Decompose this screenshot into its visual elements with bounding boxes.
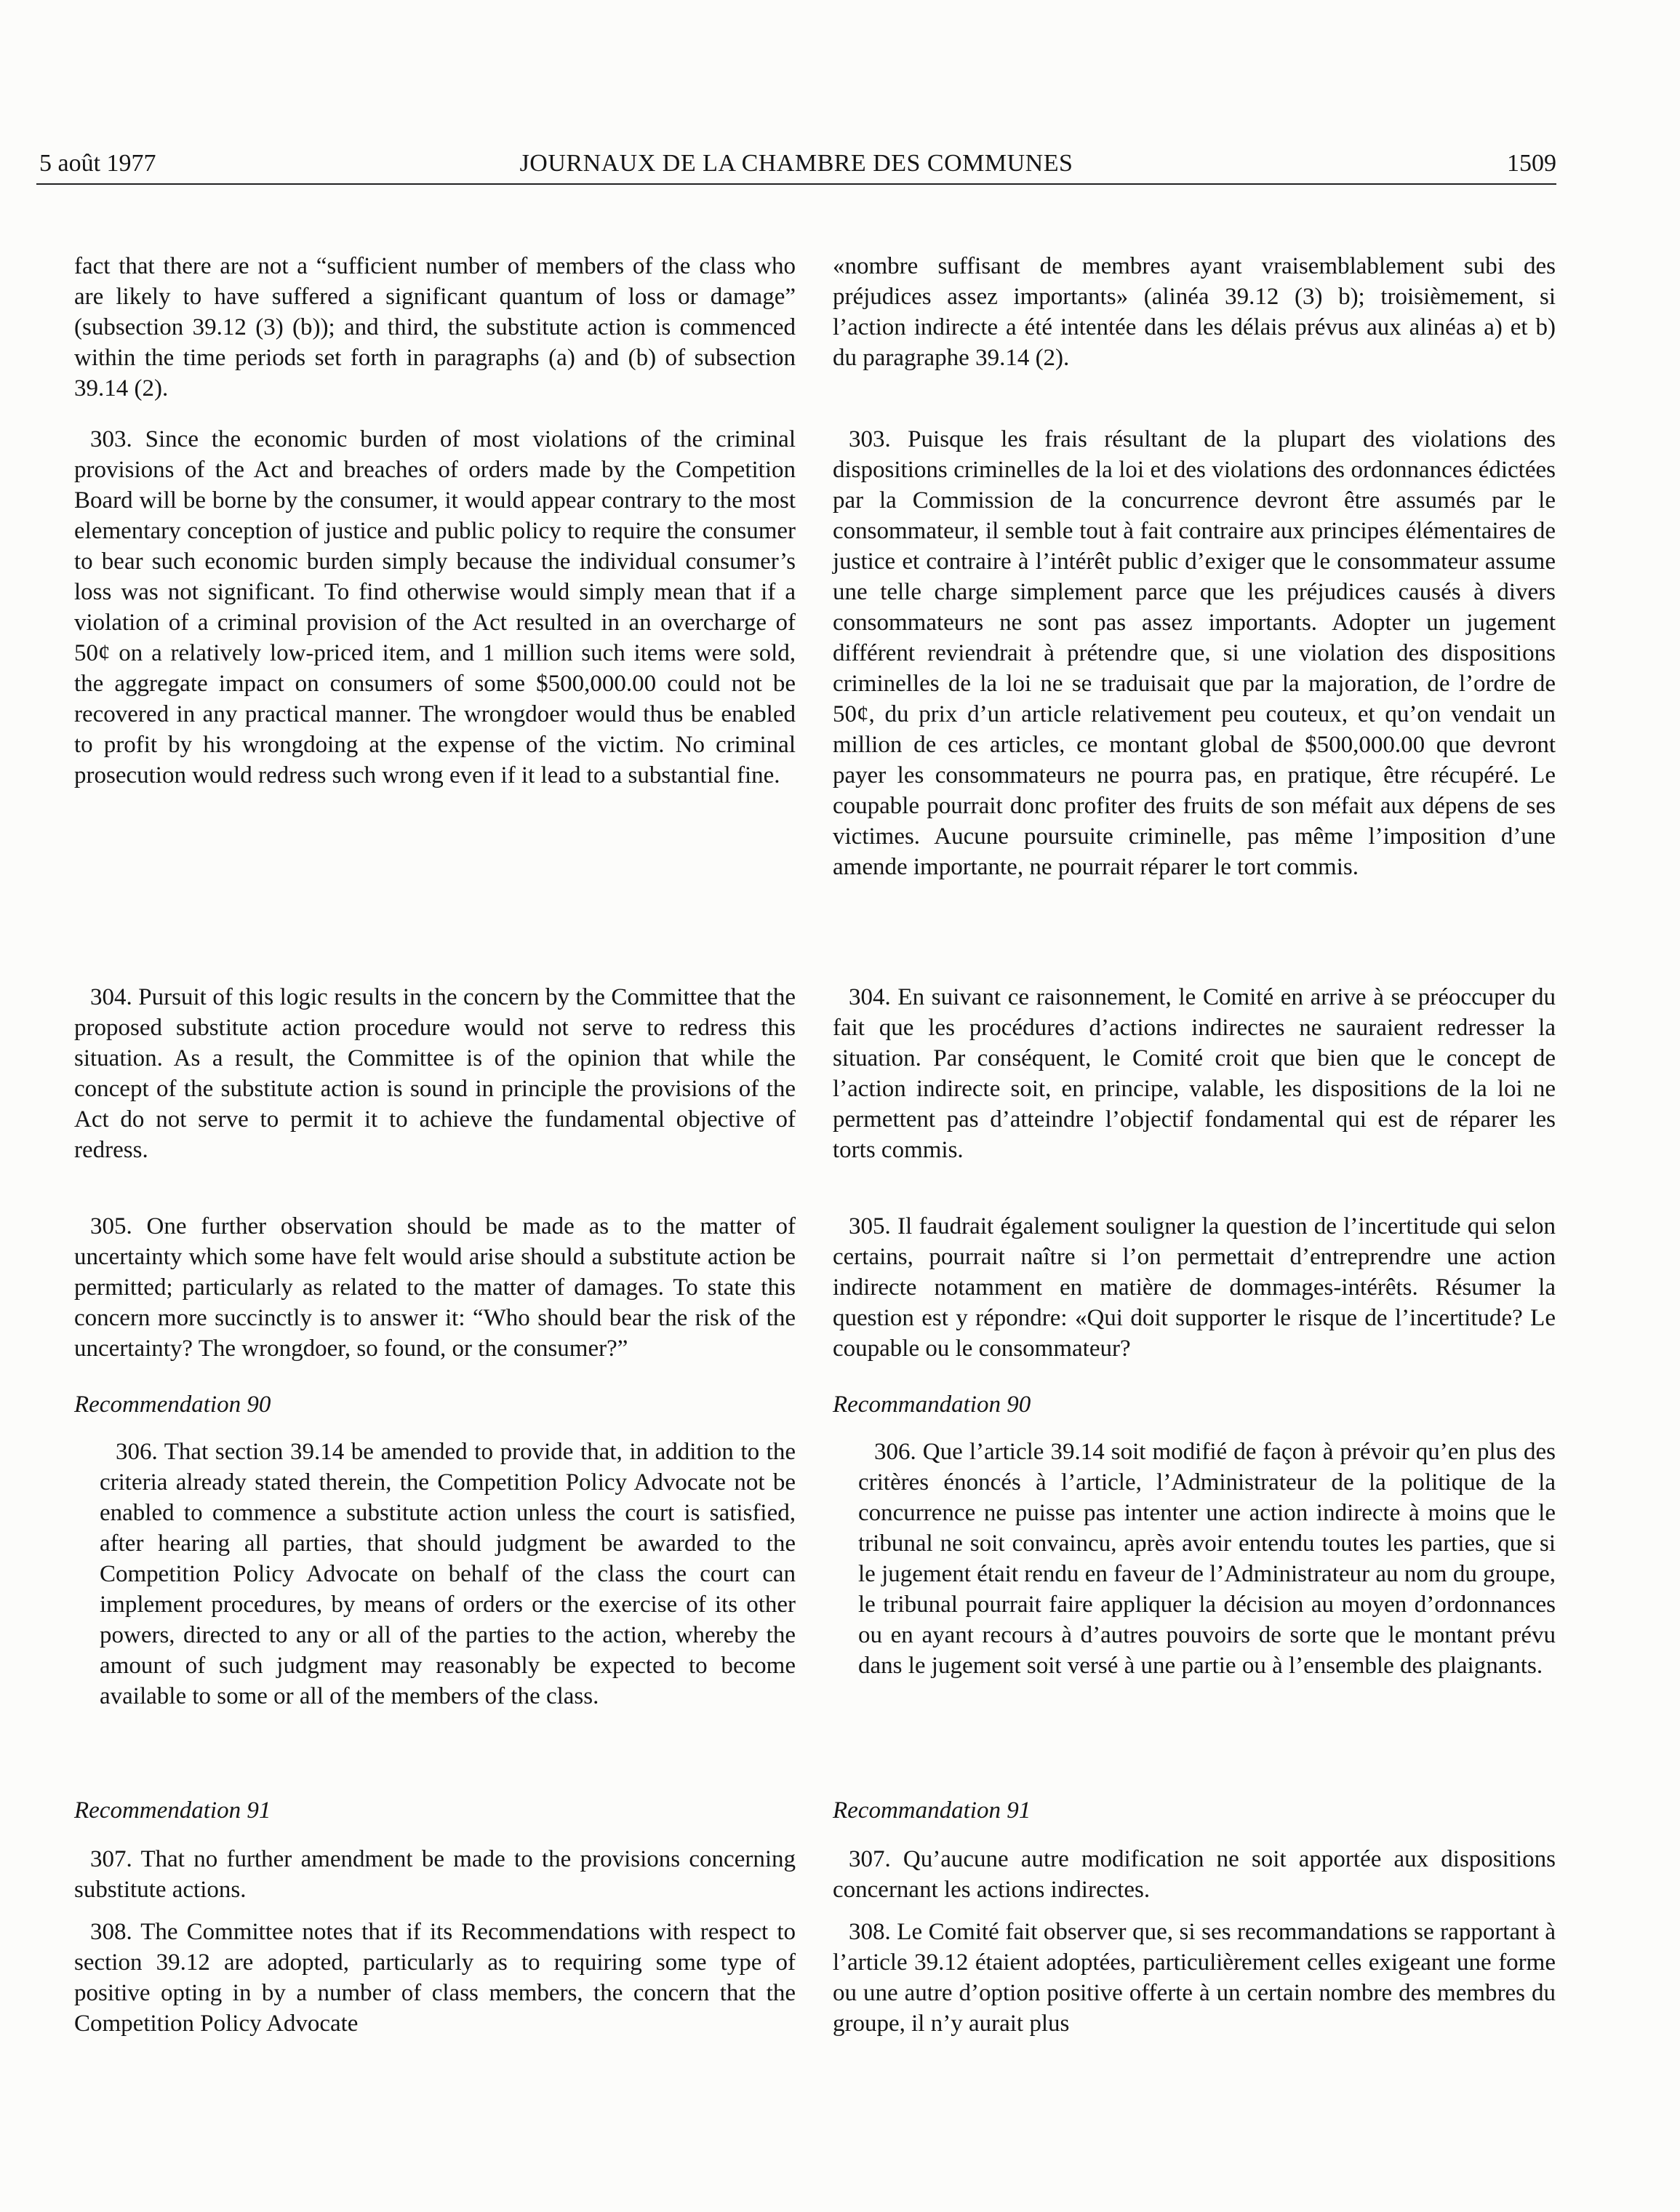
en-paragraph-306: 306. That section 39.14 be amended to provide that, in addition to the criteria already stated therein, the Competition Policy Advocate not be enabled to commence a substitute action unless the court is satisfied, after hearing all parties, that should judgment be awarded to the Competition Policy Advocate on behalf of the class the court can implement procedures, by means of orders or the exercise of its other powers, directed to any or all of the parties to the action, whereby the amount of such judgment may reasonably be expected to become available to some or all of the members of the class.: [100, 1439, 796, 1709]
fr-paragraph-308: 308. Le Comité fait observer que, si ses recommandations se rapportant à l’article 39.12 étaient adoptées, particulièrement celles exigeant une forme ou une autre d’option positive offerte à un certain nombre des membres du groupe, il n’y aurait plus: [833, 1919, 1556, 2037]
en-recommendation-90-heading: Recommendation 90: [74, 1392, 271, 1418]
fr-paragraph-305: 305. Il faudrait également souligner la question de l’incertitude qui selon certains, pourrait naître si l’on permettait d’entreprendre une action indirecte notamment en matière de dommages-intérêts. Résumer la question est y répondre: «Qui doit supporter le risque de l’incertitude? Le coupable ou le consommateur?: [833, 1213, 1556, 1362]
header-rule: [36, 183, 1556, 185]
fr-recommendation-90-heading: Recommandation 90: [833, 1392, 1031, 1418]
en-paragraph-308: 308. The Committee notes that if its Recommendations with respect to section 39.12 are adopted, particularly as to requiring some type of positive opting in by a number of class members, the concern that the Competition Policy Advocate: [74, 1919, 796, 2037]
journal-title: JOURNAUX DE LA CHAMBRE DES COMMUNES: [519, 150, 1073, 177]
en-paragraph-305: 305. One further observation should be made as to the matter of uncertainty which some have felt would arise should a substitute action be permitted; particularly as related to the matter of damages. To state this concern more succinctly is to answer it: “Who should bear the risk of the uncertainty? The wrongdoer, so found, or the consumer?”: [74, 1213, 796, 1362]
en-paragraph-303: 303. Since the economic burden of most violations of the criminal provisions of the Act and breaches of orders made by the Competition Board will be borne by the consumer, it would appear contrary to the most elementary conception of justice and public policy to require the consumer to bear such economic burden simply because the individual consumer’s loss was not significant. To find otherwise would simply mean that if a violation of a criminal provision of the Act resulted in an overcharge of 50¢ on a relatively low-priced item, and 1 million such items were sold, the aggregate impact on consumers of some $500,000.00 could not be recovered in any practical manner. The wrongdoer would thus be enabled to profit by his wrongdoing at the expense of the victim. No criminal prosecution would redress such wrong even if it lead to a substantial fine.: [74, 426, 796, 788]
fr-paragraph-304: 304. En suivant ce raisonnement, le Comité en arrive à se préoccuper du fait que les procédures d’actions indirectes ne sauraient redresser la situation. Par conséquent, le Comité croit que bien que le concept de l’action indirecte soit, en principe, valable, les dispositions de la loi ne permettent pas d’atteindre l’objectif fondamental qui est de réparer les torts commis.: [833, 984, 1556, 1163]
en-recommendation-91-heading: Recommendation 91: [74, 1797, 271, 1824]
page-number: 1509: [1507, 150, 1556, 177]
fr-recommendation-91-heading: Recommandation 91: [833, 1797, 1031, 1824]
fr-intro-paragraph: «nombre suffisant de membres ayant vraisemblablement subi des préjudices assez importants» (alinéa 39.12 (3) b); troisièmement, si l’action indirecte a été intentée dans les délais prévus aux alinéas a) et b) du paragraphe 39.14 (2).: [833, 253, 1556, 371]
fr-paragraph-303: 303. Puisque les frais résultant de la plupart des violations des dispositions criminelles de la loi et des violations des ordonnances édictées par la Commission de la concurrence devront être assumés par le consommateur, il semble tout à fait contraire aux principes élémentaires de justice et contraire à l’intérêt public d’exiger que le consommateur assume une telle charge simplement parce que les préjudices causés à divers consommateurs ne sont pas assez importants. Adopter un jugement différent reviendrait à prétendre que, si une violation des dispositions criminelles de la loi ne se traduisait que par la majoration, de l’ordre de 50¢, du prix d’un article relativement peu couteux, et qu’on vendait un million de ces articles, ce montant global de $500,000.00 que devront payer les consommateurs ne pourra pas, en pratique, être récupéré. Le coupable pourrait donc profiter des fruits de son méfait aux dépens de ses victimes. Aucune poursuite criminelle, pas même l’imposition d’une amende importante, ne pourrait réparer le tort commis.: [833, 426, 1556, 880]
header-date: 5 août 1977: [39, 150, 156, 177]
en-intro-paragraph: fact that there are not a “sufficient number of members of the class who are likely to have suffered a significant quantum of loss or damage” (subsection 39.12 (3) (b)); and third, the substitute action is commenced within the time periods set forth in paragraphs (a) and (b) of subsection 39.14 (2).: [74, 253, 796, 402]
en-paragraph-304: 304. Pursuit of this logic results in the concern by the Committee that the proposed substitute action procedure would not serve to redress this situation. As a result, the Committee is of the opinion that while the concept of the substitute action is sound in principle the provisions of the Act do not serve to permit it to achieve the fundamental objective of redress.: [74, 984, 796, 1163]
fr-paragraph-306: 306. Que l’article 39.14 soit modifié de façon à prévoir qu’en plus des critères énoncés à l’article, l’Administrateur de la politique de la concurrence ne puisse pas intenter une action indirecte à moins que le tribunal ne soit convaincu, après avoir entendu toutes les parties, que si le jugement était rendu en faveur de l’Administrateur au nom du groupe, le tribunal pourrait faire appliquer la décision au moyen d’ordonnances ou en ayant recours à d’autres pouvoirs de sorte que le montant prévu dans le jugement soit versé à une partie ou à l’ensemble des plaignants.: [858, 1439, 1556, 1679]
fr-paragraph-307: 307. Qu’aucune autre modification ne soit apportée aux dispositions concernant les actions indirectes.: [833, 1846, 1556, 1903]
en-paragraph-307: 307. That no further amendment be made to the provisions concerning substitute actions.: [74, 1846, 796, 1903]
page-header: [36, 145, 1556, 182]
